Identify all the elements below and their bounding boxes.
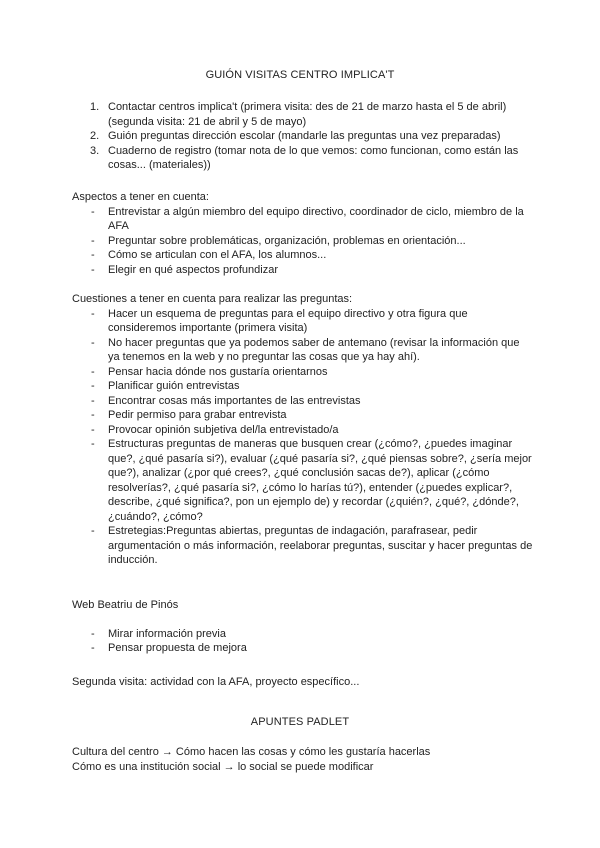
list-item: - Mirar información previa: [72, 627, 534, 642]
list-item: - Estretegias:Preguntas abiertas, preguntas de indagación, parafrasear, pedir argumentación o más información, reelaborar preguntas, suscitar y hacer preguntas de inducción.: [72, 524, 534, 568]
dash-list: [72, 307, 534, 568]
numbered-list: [72, 100, 534, 173]
padlet-line: Cómo es una institución social → lo social se puede modificar: [72, 760, 374, 773]
list-item: - Pensar propuesta de mejora: [72, 641, 534, 656]
item-number: 2.: [90, 130, 100, 142]
list-item: - Preguntar sobre problemáticas, organización, problemas en orientación...: [72, 234, 534, 249]
item-number: 1.: [90, 101, 100, 113]
cuestiones-section: [72, 292, 534, 568]
padlet-notes: [72, 745, 534, 774]
list-item: - No hacer preguntas que ya podemos saber de antemano (revisar la información que ya tenemos en la web y no preguntar las cosas que ya hay ahí).: [72, 336, 534, 365]
section-heading: Aspectos a tener en cuenta:: [72, 191, 209, 203]
list-item: - Cómo se articulan con el AFA, los alumnos...: [72, 248, 534, 263]
padlet-title: APUNTES PADLET: [250, 716, 350, 728]
dash-list: [72, 627, 534, 656]
list-item: - Pedir permiso para grabar entrevista: [72, 408, 534, 423]
list-item: [72, 144, 534, 173]
section-heading: Cuestiones a tener en cuenta para realizar las preguntas:: [72, 293, 353, 305]
item-text: Contactar centros implica't (primera visita: des de 21 de marzo hasta el 5 de abril) (segunda visita: 21 de abril y 5 de mayo): [108, 101, 507, 128]
aspectos-section: [72, 190, 534, 277]
dash-list: [72, 205, 534, 278]
list-item: - Elegir en qué aspectos profundizar: [72, 263, 534, 278]
segunda-visita-text: Segunda visita: actividad con la AFA, proyecto específico...: [72, 676, 360, 688]
list-item: - Encontrar cosas más importantes de las entrevistas: [72, 394, 534, 409]
padlet-line: Cultura del centro → Cómo hacen las cosas y cómo les gustaría hacerlas: [72, 746, 431, 758]
list-item: - Estructuras preguntas de maneras que busquen crear (¿cómo?, ¿puedes imaginar que?, ¿qué pasaría si?), evaluar (¿qué pasaría si?, ¿qué piensas sobre?, ¿sería mejor que?), analizar (¿por qué crees?, ¿qué conclusión sacas de?), aplicar (¿cómo resolverías?, ¿qué pasaría si?, ¿cómo lo harías tú?), entender (¿puedes explicar?, describe, ¿qué significa?, pon un ejemplo de) y recordar (¿quién?, ¿qué?, ¿dónde?, ¿cuándo?, ¿cómo?: [72, 437, 534, 524]
page-title: GUIÓN VISITAS CENTRO IMPLICA'T: [205, 69, 395, 81]
list-item: - Pensar hacia dónde nos gustaría orientarnos: [72, 365, 534, 380]
item-text: Cuaderno de registro (tomar nota de lo que vemos: como funcionan, como están las cosas... (materiales)): [108, 144, 519, 171]
section-heading: Web Beatriu de Pinós: [72, 599, 179, 611]
item-text: Guión preguntas dirección escolar (mandarle las preguntas una vez preparadas): [108, 130, 501, 142]
list-item: [72, 100, 534, 129]
list-item: - Entrevistar a algún miembro del equipo directivo, coordinador de ciclo, miembro de la AFA: [72, 205, 534, 234]
list-item: - Hacer un esquema de preguntas para el equipo directivo y otra figura que consideremos importante (primera visita): [72, 307, 534, 336]
list-item: - Planificar guión entrevistas: [72, 379, 534, 394]
list-item: [72, 129, 534, 144]
item-number: 3.: [90, 144, 100, 157]
web-section: [72, 598, 534, 656]
list-item: - Provocar opinión subjetiva del/la entrevistado/a: [72, 423, 534, 438]
